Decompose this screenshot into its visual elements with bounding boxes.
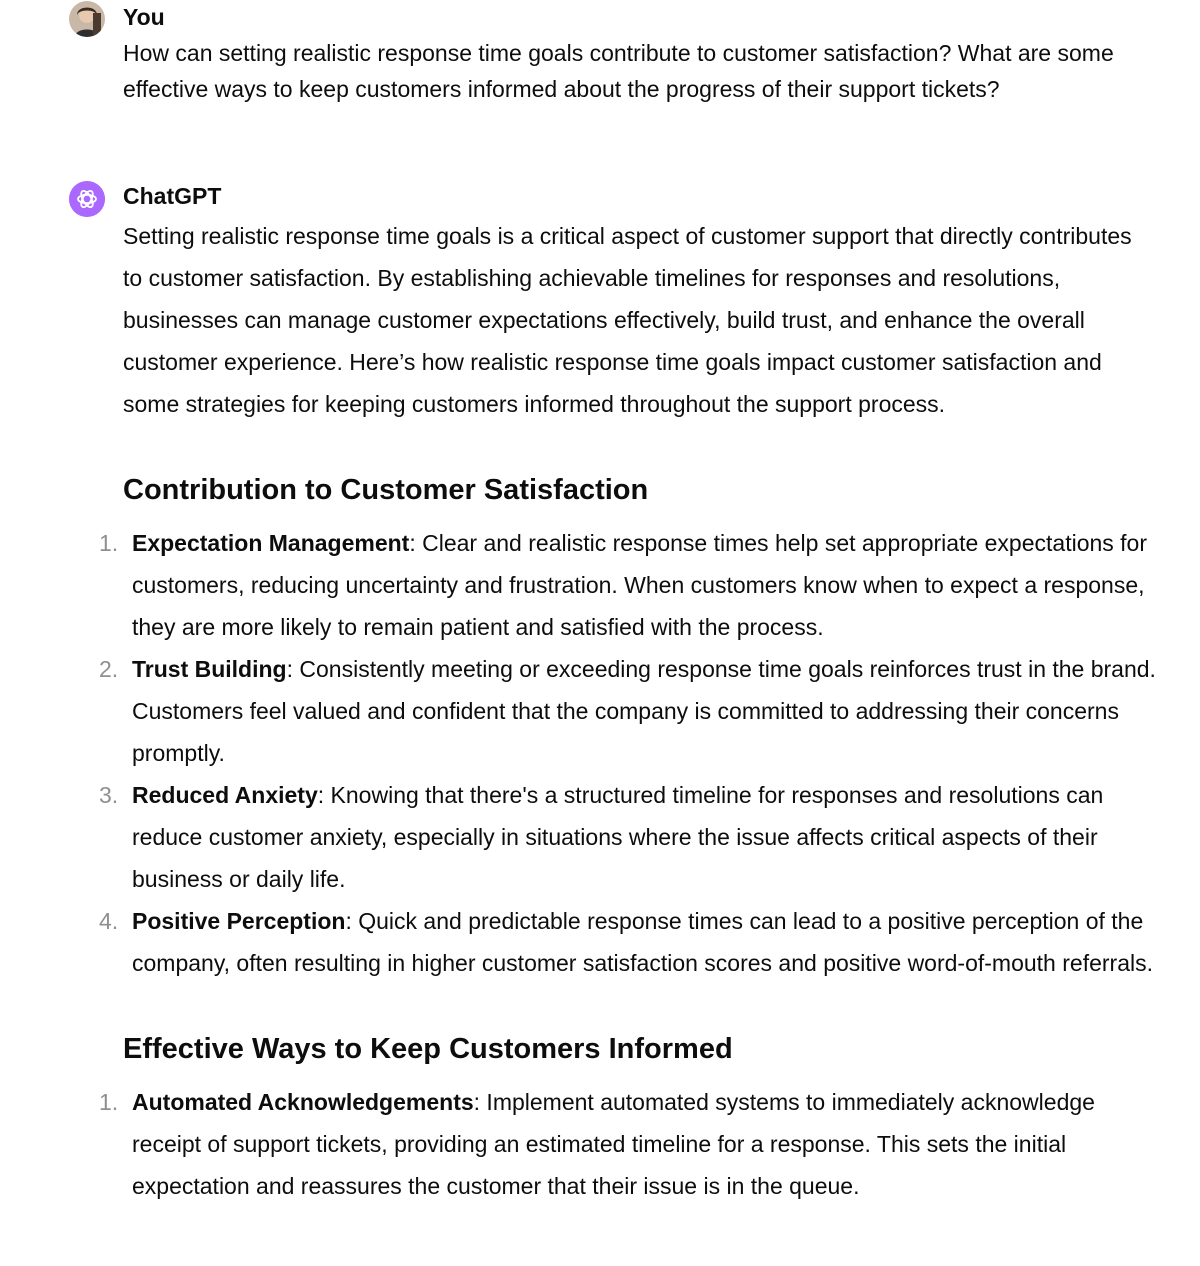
assistant-name: ChatGPT [123, 183, 222, 209]
list-item-text: : Clear and realistic response times help set appropriate expectations for customers, reducing uncertainty and frustration. When customers know when to expect a response, they are more likely to remain patient and satisfied with the process. [132, 530, 1148, 640]
list-number: 1. [99, 1089, 119, 1115]
section-heading-informed: Effective Ways to Keep Customers Informed [123, 1033, 733, 1065]
list-item [99, 774, 1162, 900]
list-item-title: Positive Perception [132, 908, 346, 934]
list-number: 3. [99, 782, 119, 808]
user-name: You [123, 4, 165, 30]
list-item-text: : Consistently meeting or exceeding response time goals reinforces trust in the brand. Customers feel valued and confident that the company is committed to addressing their concerns promptly. [132, 656, 1156, 766]
list-item [99, 1081, 1162, 1207]
list-item-title: Reduced Anxiety [132, 782, 318, 808]
user-message-text: How can setting realistic response time goals contribute to customer satisfaction? What are some effective ways to keep customers informed about the progress of their support tickets? [123, 40, 1114, 102]
list-item-title: Automated Acknowledgements [132, 1089, 474, 1115]
intro-paragraph: Setting realistic response time goals is a critical aspect of customer support that directly contributes to customer satisfaction. By establishing achievable timelines for responses and resolutions, businesses can manage customer expectations effectively, build trust, and enhance the overall customer experience. Here’s how realistic response time goals impact customer satisfaction and some strategies for keeping customers informed throughout the support process. [123, 223, 1132, 417]
list-item-title: Trust Building [132, 656, 287, 682]
contribution-list [99, 522, 1156, 984]
list-item [99, 648, 1162, 774]
list-item-title: Expectation Management [132, 530, 410, 556]
list-number: 1. [99, 530, 119, 556]
list-item-text: : Knowing that there's a structured timeline for responses and resolutions can reduce customer anxiety, especially in situations where the issue affects critical aspects of their business or daily life. [132, 782, 1104, 892]
section-heading-contribution: Contribution to Customer Satisfaction [123, 474, 649, 506]
list-number: 2. [99, 656, 119, 682]
user-avatar [69, 1, 105, 37]
assistant-message-body [99, 215, 1156, 1207]
list-item [99, 522, 1162, 648]
list-number: 4. [99, 908, 119, 934]
list-item [99, 900, 1162, 984]
list-item-text: : Quick and predictable response times can lead to a positive perception of the company, often resulting in higher customer satisfaction scores and positive word-of-mouth referrals. [132, 908, 1153, 976]
informed-list [99, 1081, 1153, 1207]
list-item-text: : Implement automated systems to immediately acknowledge receipt of support tickets, providing an estimated timeline for a response. This sets the initial expectation and reassures the customer that their issue is in the queue. [132, 1089, 1095, 1199]
chatgpt-logo-icon [69, 181, 105, 217]
